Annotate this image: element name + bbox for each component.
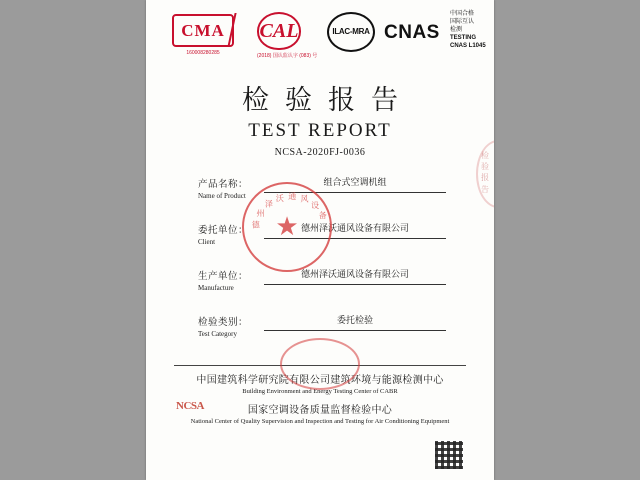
cnas-info-line: 中国合格 xyxy=(450,11,475,17)
footer-org1-cn: 中国建筑科学研究院有限公司建筑环境与能源检测中心 xyxy=(196,375,444,386)
seal-star-icon: ★ xyxy=(275,212,299,241)
field-label-cn: 检验类别： xyxy=(198,317,249,328)
page-title-en: TEST REPORT xyxy=(248,120,392,141)
field-row xyxy=(198,176,448,222)
edge-seal-text: 检验报告 xyxy=(481,151,489,194)
qr-code-icon xyxy=(434,440,464,470)
accreditation-marks-row xyxy=(162,10,486,66)
field-value-client: 德州泽沃通风设备有限公司 xyxy=(264,222,446,239)
field-label xyxy=(198,176,262,200)
field-row xyxy=(198,268,448,314)
field-label xyxy=(198,314,262,338)
field-value-manufacturer: 德州泽沃通风设备有限公司 xyxy=(264,268,446,285)
field-row xyxy=(198,314,448,360)
ncsa-logo: NCSA xyxy=(176,400,204,412)
cal-mark xyxy=(257,12,317,59)
cal-icon: CAL xyxy=(257,12,301,50)
field-label-cn: 委托单位： xyxy=(198,225,249,236)
footer-org2-cn: 国家空调设备质量监督检验中心 xyxy=(247,405,393,416)
cnas-info-block xyxy=(450,10,486,50)
cal-caption: (2018) 国认监认字 (083) 号 xyxy=(257,53,318,59)
field-label-en: Test Category xyxy=(198,330,237,338)
field-value-product-name: 组合式空调机组 xyxy=(264,176,446,193)
report-number: NCSA-2020FJ-0036 xyxy=(274,147,366,158)
cma-mark xyxy=(172,14,234,56)
footer-org1-en: Building Environment and Energy Testing Center of CABR xyxy=(242,388,398,395)
cnas-mark xyxy=(384,22,440,44)
field-label xyxy=(198,222,262,246)
footer-divider xyxy=(174,365,466,366)
field-list xyxy=(198,176,448,360)
field-label-en: Client xyxy=(198,238,216,246)
field-row xyxy=(198,222,448,268)
cma-caption: 160008280285 xyxy=(186,50,220,56)
cnas-info-line: 检测 xyxy=(450,27,463,34)
cma-icon: CMA xyxy=(172,14,234,47)
field-label-cn: 生产单位： xyxy=(198,271,249,282)
company-seal-text: 德 州 泽 沃 通 风 设 备 xyxy=(251,192,327,230)
footer-org2-en: National Center of Quality Supervision and Inspection and Testing for Air Conditioning Equipment xyxy=(190,418,450,425)
ilac-mra-icon: ILAC-MRA xyxy=(327,12,375,52)
cnas-info-line: CNAS L1045 xyxy=(450,43,486,50)
field-label-en: Name of Product xyxy=(198,192,246,200)
field-label xyxy=(198,268,262,292)
field-value-test-category: 委托检验 xyxy=(264,314,446,331)
field-label-cn: 产品名称： xyxy=(198,179,249,190)
cnas-icon: CNAS xyxy=(384,22,440,43)
cnas-info-line: TESTING xyxy=(450,35,477,42)
field-label-en: Manufacture xyxy=(198,284,234,292)
cnas-info-line: 国际互认 xyxy=(450,19,475,26)
report-page xyxy=(146,0,494,480)
ilac-mra-mark xyxy=(327,12,375,52)
page-title-cn: 检验报告 xyxy=(242,85,414,116)
